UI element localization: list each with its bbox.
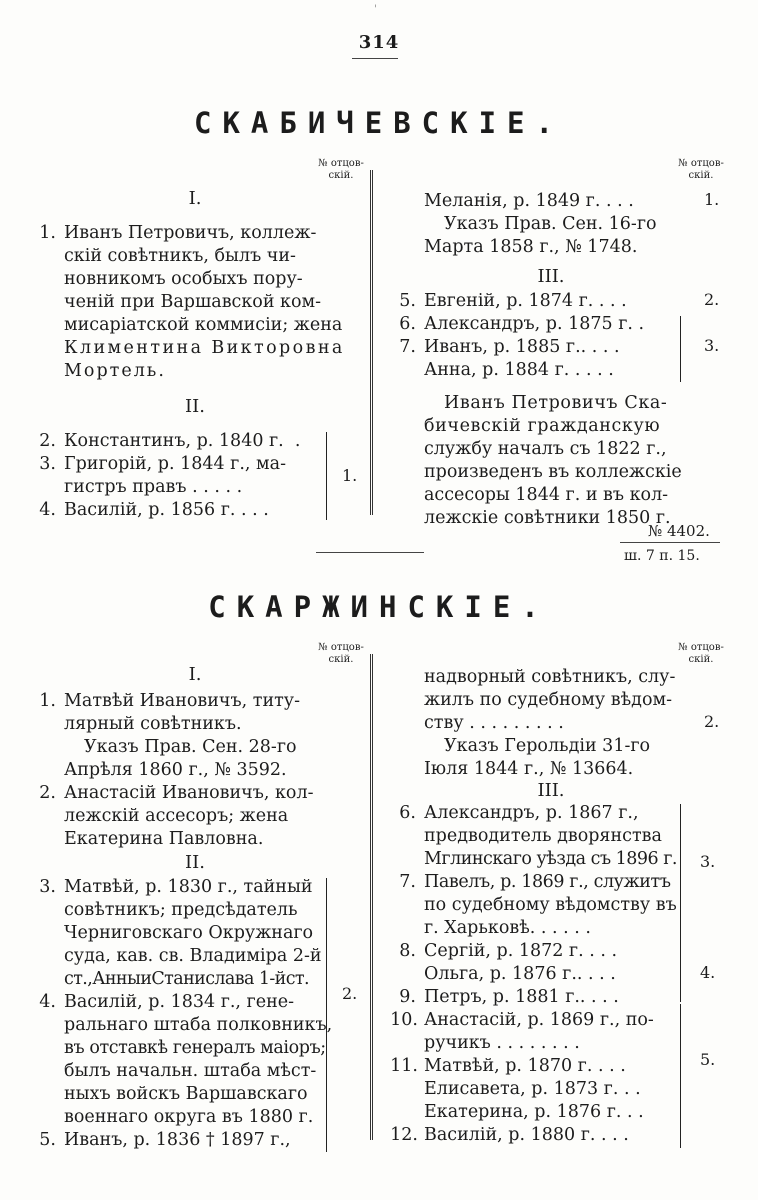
entry-text: суда, кав. св. Владиміра 2-й [64, 946, 322, 966]
entry-text: Матвѣй, р. 1870 г. . . . [424, 1056, 626, 1076]
father-number: 3. [700, 852, 716, 871]
archive-reference: № 4402. [648, 522, 710, 540]
entry-number: 2. [39, 783, 56, 803]
entry-text: Петръ, р. 1881 г.. . . . [424, 987, 619, 1007]
page-tick-mark: ' [374, 4, 377, 15]
entry-text: Василій, р. 1856 г. . . . [64, 500, 269, 520]
entry-number: 5. [399, 291, 416, 311]
entry-text: Елисавета, р. 1873 г. . . [424, 1079, 641, 1099]
entry-text: ручикъ . . . . . . . . [424, 1033, 580, 1053]
entry-text: Александръ, р. 1867 г., [424, 803, 639, 823]
entry-text: Василій, р. 1880 г. . . . [424, 1125, 629, 1145]
father-number: 1. [342, 466, 358, 485]
entry-number: 1. [39, 691, 56, 711]
section-separator [316, 552, 424, 553]
entry-text: по судебному вѣдомству въ [424, 895, 677, 915]
entry-number: 6. [399, 803, 416, 823]
column-divider-2 [372, 654, 373, 1140]
father-number: 2. [704, 712, 720, 731]
father-number: 5. [700, 1050, 716, 1069]
entry-text: скій совѣтникъ, былъ чи- [64, 246, 296, 266]
column-head-right: № отцов- скій. [678, 158, 724, 181]
column-divider-left-1 [370, 170, 371, 515]
note-text: Иванъ Петровичъ Ска- [444, 393, 668, 413]
entry-text: въ отставкѣ генералъ маіоръ; [64, 1038, 326, 1058]
entry-text: ст.,АнныиСтанислава 1-йст. [64, 969, 309, 989]
entry-number: 1. [39, 223, 56, 243]
father-number: 4. [700, 963, 716, 982]
entry-number: 4. [39, 500, 56, 520]
entry-text: Указъ Прав. Сен. 28-го [84, 737, 297, 757]
entry-text: Меланія, р. 1849 г. . . . [424, 191, 634, 211]
family-title-skabichevskie: СКАБИЧЕВСКІЕ. [194, 106, 564, 140]
bracket [676, 1004, 681, 1148]
entry-text: ству . . . . . . . . . [424, 713, 564, 733]
entry-text: Климентина Викторовна [64, 338, 345, 358]
entry-text: Марта 1858 г., № 1748. [424, 237, 638, 257]
bracket [676, 932, 681, 1002]
entry-text: Сергій, р. 1872 г. . . . [424, 941, 618, 961]
entry-text: жилъ по судебному вѣдом- [424, 690, 673, 710]
archive-reference: ш. 7 п. 15. [624, 548, 700, 564]
note-text: службу началъ съ 1822 г., [424, 439, 667, 459]
entry-text: Черниговскаго Окружнаго [64, 923, 314, 943]
entry-text: Александръ, р. 1875 г. . [424, 314, 645, 334]
entry-text: Іюля 1844 г., № 13664. [424, 759, 634, 779]
column-head-right: № отцов- скій. [678, 642, 724, 665]
entry-text: Екатерина, р. 1876 г. . . [424, 1102, 644, 1122]
entry-text: новникомъ особыхъ пору- [64, 269, 303, 289]
entry-number: 4. [39, 992, 56, 1012]
entry-text: Мглинскаго уѣзда съ 1896 г. [424, 849, 677, 869]
entry-text: Матвѣй Ивановичъ, титу- [64, 691, 300, 711]
entry-text: совѣтникъ; предсѣдатель [64, 900, 298, 920]
column-divider-left-2 [370, 654, 371, 1140]
generation-heading-1: I. [188, 188, 202, 209]
note-text: ассесоры 1844 г. и въ кол- [424, 485, 669, 505]
entry-text: ченій при Варшавской ком- [64, 292, 322, 312]
page-number-rule [352, 58, 398, 59]
entry-text: Евгеній, р. 1874 г. . . . [424, 291, 627, 311]
entry-text: Апрѣля 1860 г., № 3592. [64, 760, 287, 780]
father-number: 1. [704, 190, 720, 209]
entry-text: Указъ Прав. Сен. 16-го [444, 214, 657, 234]
entry-text: гистръ правъ . . . . . [64, 477, 243, 497]
entry-text: Анна, р. 1884 г. . . . . [424, 360, 614, 380]
entry-text: Указъ Герольдіи 31-го [444, 736, 651, 756]
family-title-skarzhinskie: СКАРЖИНСКІЕ. [208, 590, 550, 624]
entry-number: 5. [39, 1130, 56, 1150]
page-number: 314 [358, 32, 400, 53]
entry-number: 3. [39, 877, 56, 897]
entry-text: предводитель дворянства [424, 826, 662, 846]
entry-text: Матвѣй, р. 1830 г., тайный [64, 877, 313, 897]
entry-text: Иванъ, р. 1885 г.. . . . [424, 337, 620, 357]
bracket [322, 432, 327, 520]
bracket [676, 316, 681, 382]
column-head-left: № отцов- скій. [318, 642, 364, 665]
entry-number: 8. [399, 941, 416, 961]
entry-text: ныхъ войскъ Варшавскаго [64, 1084, 308, 1104]
father-number: 2. [342, 984, 358, 1003]
entry-number: 9. [399, 987, 416, 1007]
entry-text: надворный совѣтникъ, слу- [424, 667, 676, 687]
entry-text: Константинъ, р. 1840 г. . [64, 431, 301, 451]
note-text: бичевскій гражданскую [424, 416, 661, 436]
entry-number: 6. [399, 314, 416, 334]
entry-number: 3. [39, 454, 56, 474]
entry-number: 7. [399, 872, 416, 892]
column-divider-1 [372, 170, 373, 515]
reference-rule [620, 542, 720, 543]
column-head-left: № отцов- скій. [318, 158, 364, 181]
entry-text: Василій, р. 1834 г., гене- [64, 992, 295, 1012]
generation-heading-2: II. [185, 852, 205, 873]
entry-text: Анастасій, р. 1869 г., по- [424, 1010, 654, 1030]
entry-number: 7. [399, 337, 416, 357]
entry-number: 10. [390, 1010, 418, 1030]
entry-text: Иванъ Петровичъ, коллеж- [64, 223, 317, 243]
note-text: лежскіе совѣтники 1850 г. [424, 508, 671, 528]
entry-number: 12. [390, 1125, 418, 1145]
entry-text: Ольга, р. 1876 г.. . . . [424, 964, 616, 984]
entry-text: лярный совѣтникъ. [64, 714, 242, 734]
bracket [676, 804, 681, 932]
generation-heading-2: II. [185, 396, 205, 417]
entry-text: Григорій, р. 1844 г., ма- [64, 454, 286, 474]
entry-text: Мортель. [64, 361, 166, 381]
father-number: 2. [704, 290, 720, 309]
bracket [322, 878, 327, 1152]
entry-number: 11. [390, 1056, 418, 1076]
generation-heading-1: I. [188, 664, 202, 685]
entry-text: ральнаго штаба полковникъ, [64, 1015, 333, 1035]
entry-text: былъ начальн. штаба мѣст- [64, 1061, 317, 1081]
generation-heading-3: III. [537, 780, 565, 801]
entry-text: мисаріатской коммисіи; жена [64, 315, 343, 335]
entry-text: Павелъ, р. 1869 г., служитъ [424, 872, 671, 892]
generation-heading-3: III. [537, 266, 565, 287]
entry-text: Иванъ, р. 1836 † 1897 г., [64, 1130, 291, 1150]
entry-text: военнаго округа въ 1880 г. [64, 1107, 314, 1127]
entry-text: г. Харьковѣ. . . . . . [424, 918, 591, 938]
father-number: 3. [704, 336, 720, 355]
entry-text: Екатерина Павловна. [64, 829, 264, 849]
note-text: произведенъ въ коллежскіе [424, 462, 682, 482]
entry-text: Анастасій Ивановичъ, кол- [64, 783, 314, 803]
entry-text: лежскій ассесоръ; жена [64, 806, 289, 826]
entry-number: 2. [39, 431, 56, 451]
